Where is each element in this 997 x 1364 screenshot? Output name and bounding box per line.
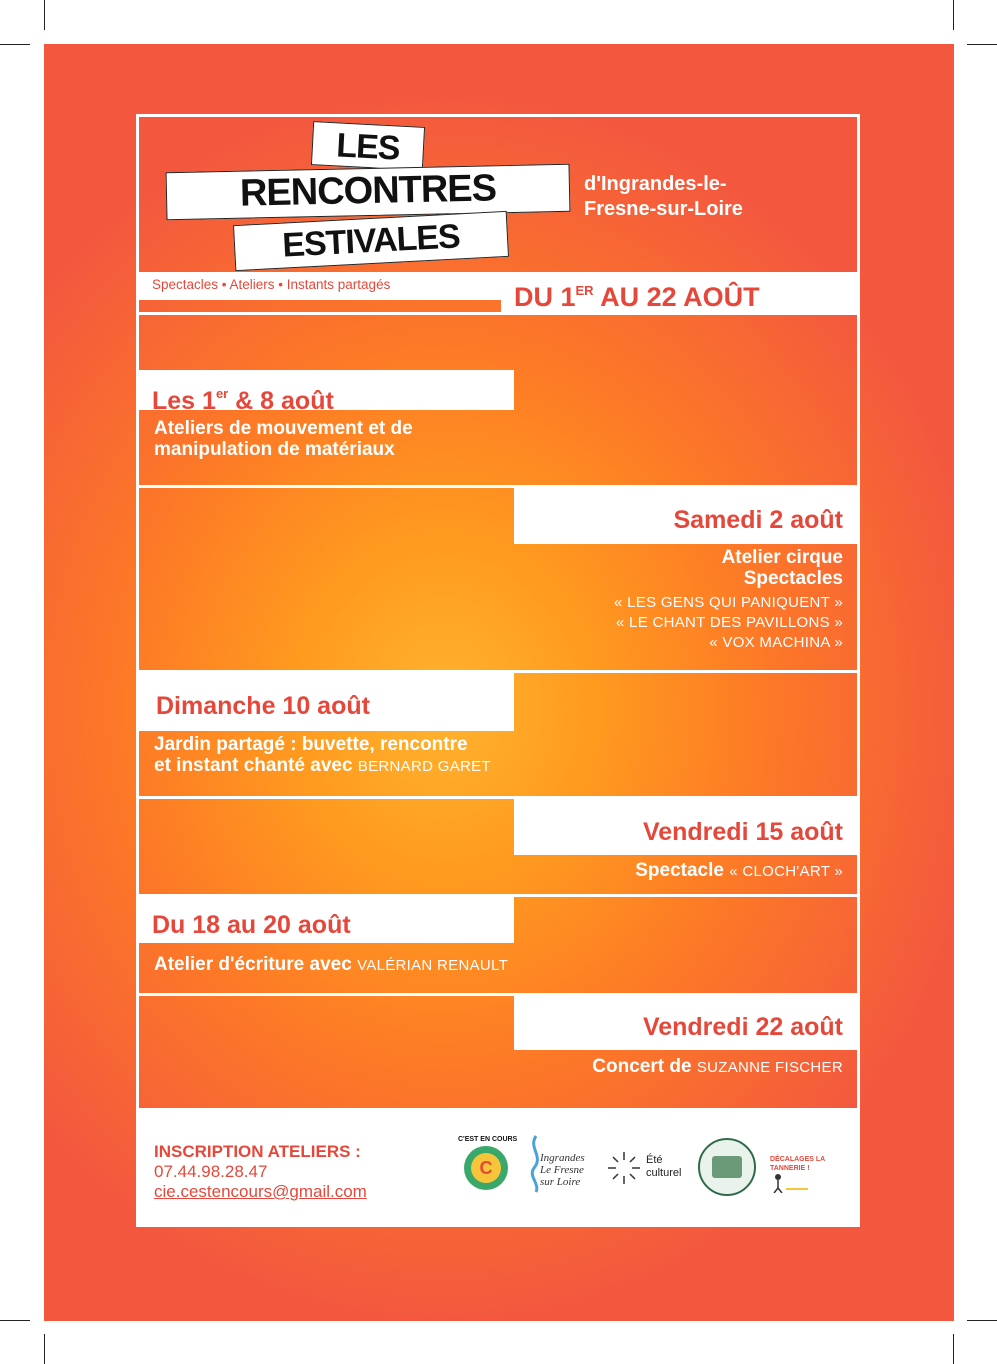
event3-line2: et instant chanté avec BERNARD GARET (154, 755, 491, 776)
event6-date: Vendredi 22 août (642, 1013, 843, 1041)
event6-line1: Concert de SUZANNE FISCHER (592, 1056, 843, 1077)
event2-date: Samedi 2 août (673, 506, 843, 534)
event5-date: Du 18 au 20 août (152, 911, 351, 939)
event1-line1: Ateliers de mouvement et de (154, 418, 413, 439)
phone: 07.44.98.28.47 (154, 1162, 268, 1181)
cest-en-cours-logo: C'EST EN COURS C (458, 1136, 514, 1196)
event1-date: Les 1er & 8 août (152, 386, 334, 415)
crop-mark (953, 0, 954, 30)
event3-line1: Jardin partagé : buvette, rencontre (154, 734, 468, 755)
title-estivales: ESTIVALES (233, 211, 509, 271)
tagline: Spectacles • Ateliers • Instants partagés (152, 277, 391, 292)
crop-mark (967, 44, 997, 45)
event2-show1: « LES GENS QUI PANIQUENT » (614, 594, 843, 611)
figure-icon (770, 1173, 810, 1193)
event5-line1: Atelier d'écriture avec VALÉRIAN RENAULT (154, 954, 509, 975)
crop-mark (953, 1334, 954, 1364)
inscription-label: INSCRIPTION ATELIERS : (154, 1142, 361, 1161)
title-rencontres: RENCONTRES (166, 164, 571, 220)
event4-date: Vendredi 15 août (642, 818, 843, 846)
event1-line2: manipulation de matériaux (154, 439, 395, 460)
crop-mark (967, 1320, 997, 1321)
event2-line2: Spectacles (743, 568, 843, 589)
ingrandes-logo: Ingrandes Le Fresne sur Loire (526, 1134, 596, 1200)
ete-culturel-logo: Été culturel (606, 1150, 690, 1190)
event2-show2: « LE CHANT DES PAVILLONS » (615, 614, 843, 631)
location-line2: Fresne-sur-Loire (584, 198, 743, 220)
crop-mark (44, 1334, 45, 1364)
location-line1: d'Ingrandes-le- (584, 173, 727, 195)
crop-mark (44, 0, 45, 30)
event4-line1: Spectacle « CLOCH'ART » (635, 860, 843, 881)
crop-mark (0, 1320, 30, 1321)
event2-show3: « VOX MACHINA » (709, 634, 843, 651)
municipal-seal-logo (698, 1138, 758, 1198)
crop-mark (0, 44, 30, 45)
festival-dates: DU 1ER AU 22 AOÛT (514, 282, 760, 312)
divider (136, 312, 860, 315)
decalages-logo: DÉCALAGES LA TANNERIE ! (770, 1155, 840, 1195)
title-les: LES (311, 121, 425, 171)
burst-icon (606, 1150, 642, 1186)
event3-date: Dimanche 10 août (156, 692, 370, 720)
email-link[interactable]: cie.cestencours@gmail.com (154, 1182, 367, 1201)
event2-line1: Atelier cirque (721, 547, 843, 568)
